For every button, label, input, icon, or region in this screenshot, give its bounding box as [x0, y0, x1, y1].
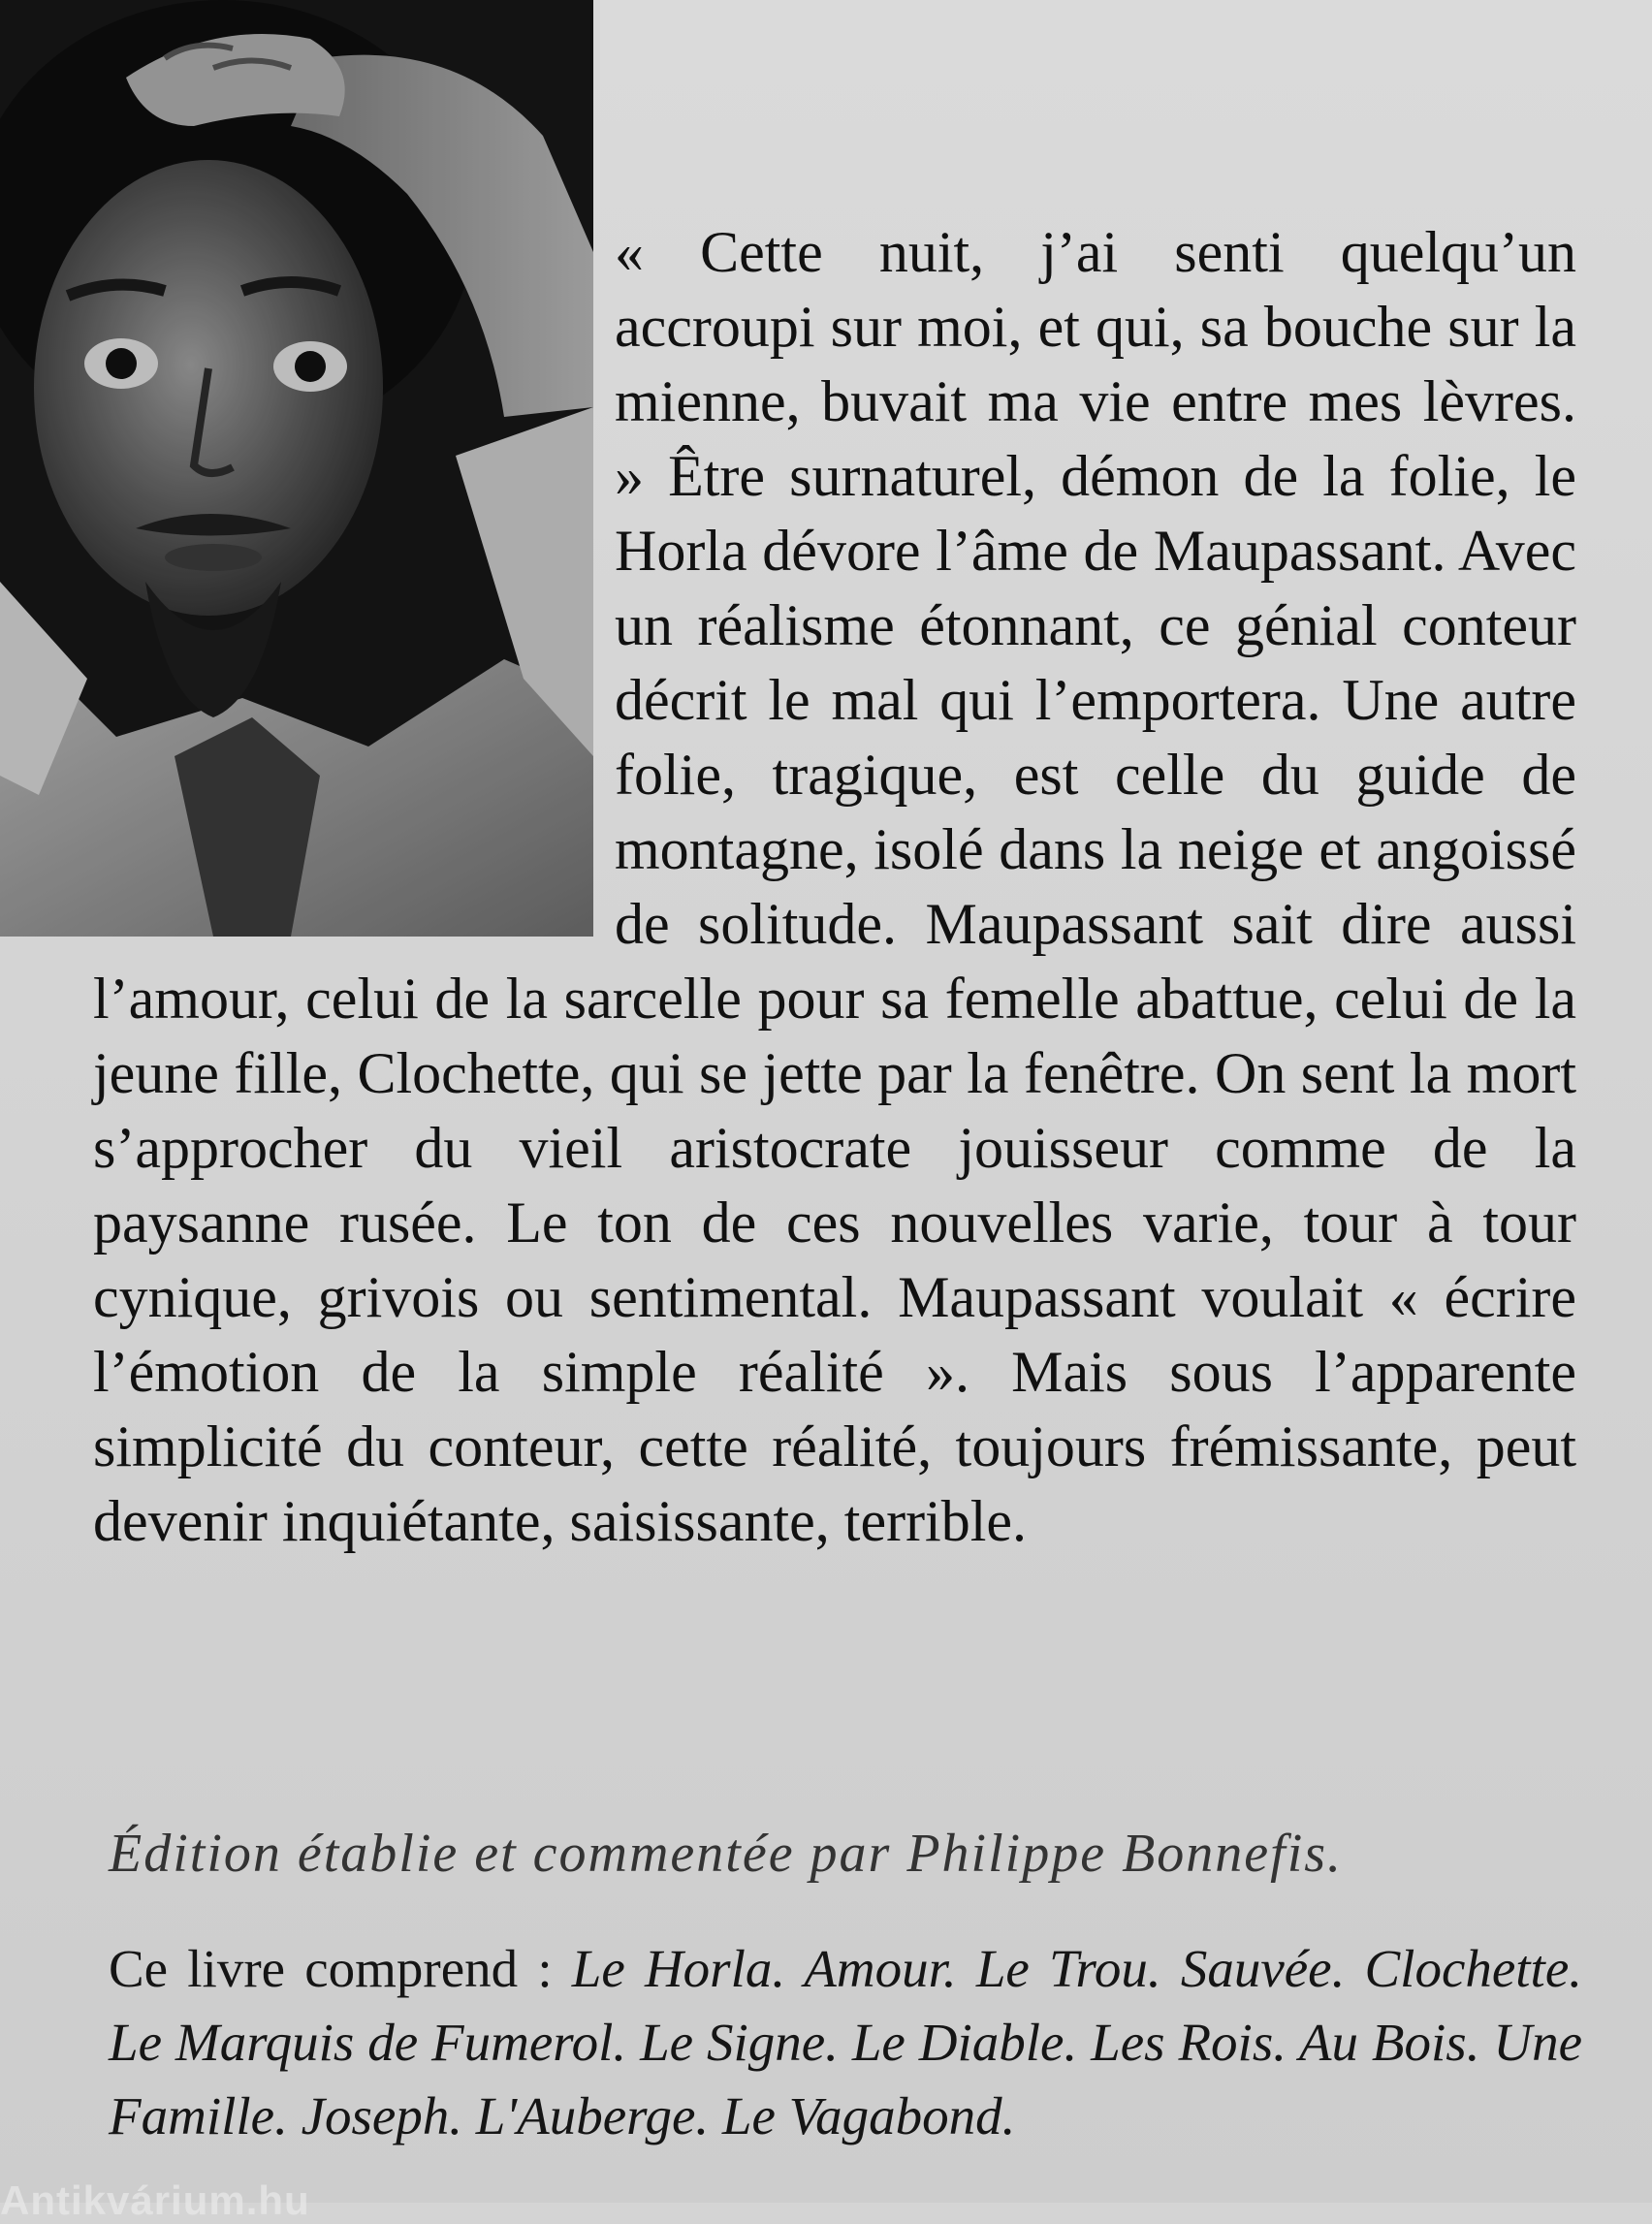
portrait-float-spacer	[93, 215, 615, 948]
watermark-text: Antikvárium.hu	[0, 2177, 310, 2223]
summary-text: « Cette nuit, j’ai senti quelqu’un accroupi sur moi, et qui, sa bouche sur la mienne, buvait ma vie entre mes lèvres. » Être surnaturel, démon de la folie, le Horla dévore l’âme de Maupassant. Avec un réalisme étonnant, ce génial conteur décrit le mal qui l’emportera. Une autre folie, tragique, est celle du guide de montagne, isolé dans la neige et angoissé de solitude. Maupassant sait dire aussi l’amour, celui de la sarcelle pour sa femelle abattue, celui de la jeune fille, Clochette, qui se jette par la fenêtre. On sent la mort s’approcher du vieil aristocrate jouisseur comme de la paysanne rusée. Le ton de ces nouvelles varie, tour à tour cynique, grivois ou sentimental. Maupassant voulait « écrire l’émotion de la simple réalité ». Mais sous l’apparente simplicité du conteur, cette réalité, toujours frémissante, peut devenir inquiétante, saisissante, terrible.	[93, 220, 1576, 1553]
edition-credit: Édition établie et commentée par Philippe Bonnefis.	[109, 1824, 1344, 1884]
contents-label: Ce livre comprend :	[109, 1939, 572, 1998]
contents-list	[109, 1932, 1582, 2153]
summary-paragraph	[93, 215, 1576, 1559]
contents-titles: Le Horla. Amour. Le Trou. Sauvée. Clochette. Le Marquis de Fumerol. Le Signe. Le Diable. Les Rois. Au Bois. Une Famille. Joseph. L'Auberge. Le Vagabond.	[109, 1939, 1582, 2145]
